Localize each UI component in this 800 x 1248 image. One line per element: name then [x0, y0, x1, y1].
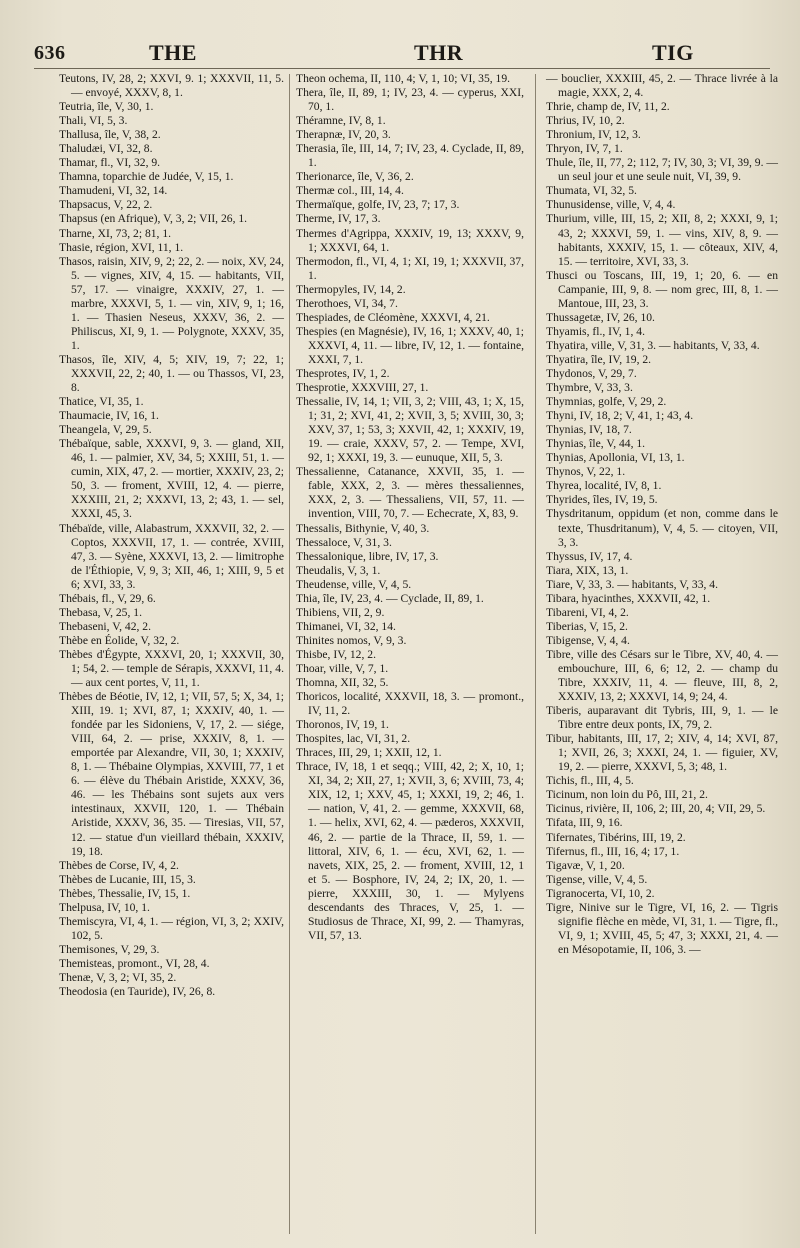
index-entry: Thessaloce, V, 31, 3. [296, 535, 392, 549]
index-entry: Therothoes, VI, 34, 7. [296, 296, 398, 310]
index-entry: Thali, VI, 5, 3. [59, 114, 128, 128]
index-entry: Tigre, Ninive sur le Tigre, VI, 16, 2. — Tigris signifie flèche en mède, VI, 31, 1. — Tigre, fl., VI, 9, 1; XVIII, 45, 5; 47, 3; XXXI, 21, 4. — en Mésopotamie, II, 106, 3. — [546, 900, 778, 956]
index-entry: Thébaïde, ville, Alabastrum, XXXVII, 32, 2. — Coptos, XXXVII, 17, 1. — contrée, XVIII, 47, 3. — Syène, XXXVI, 13, 2. — limitrophe de l'Éthiopie, V, 9, 3; XII, 46, 1; XIII, 9, 5 et 6; XVI, 33, 3. [59, 521, 284, 591]
index-entry: Thèbes, Thessalie, IV, 15, 1. [59, 886, 191, 900]
index-entry: Teutria, île, V, 30, 1. [59, 100, 154, 114]
index-entry: Tiberias, V, 15, 2. [546, 619, 628, 633]
index-entry: Tifernus, fl., III, 16, 4; 17, 1. [546, 844, 680, 858]
index-entry: Thermopyles, IV, 14, 2. [296, 282, 406, 296]
index-entry: Thesprotie, XXXVIII, 27, 1. [296, 381, 429, 395]
index-entry: Thatice, VI, 35, 1. [59, 395, 144, 409]
index-entry: Thisbe, IV, 12, 2. [296, 647, 376, 661]
index-entry: Therasia, île, III, 14, 7; IV, 23, 4. Cyclade, II, 89, 1. [296, 142, 524, 170]
index-entry: Thynias, IV, 18, 7. [546, 423, 632, 437]
index-entry: Tiare, V, 33, 3. — habitants, V, 33, 4. [546, 577, 718, 591]
index-entry: Tibareni, VI, 4, 2. [546, 605, 629, 619]
index-entry: Thapsacus, V, 22, 2. [59, 198, 153, 212]
index-entry: Thessalis, Bithynie, V, 40, 3. [296, 521, 430, 535]
index-column-left [59, 72, 284, 999]
index-entry: Thallusa, île, V, 38, 2. [59, 128, 161, 142]
index-entry: Ticinum, non loin du Pô, III, 21, 2. [546, 788, 708, 802]
index-entry: Thymbre, V, 33, 3. [546, 381, 633, 395]
index-entry: Thurium, ville, III, 15, 2; XII, 8, 2; XXXI, 9, 1; 43, 2; XXXVI, 59, 1. — vins, XIV, 8, 9. — habitants, XXXIV, 15, 1. — côteaux, XIV, 4, 15. — territoire, XVI, 33, 3. [546, 212, 778, 268]
index-entry: Thèbes de Corse, IV, 4, 2. [59, 858, 179, 872]
index-entry: Thebasa, V, 25, 1. [59, 605, 142, 619]
index-entry: Tichis, fl., III, 4, 5. [546, 774, 634, 788]
index-entry: Thumata, VI, 32, 5. [546, 184, 637, 198]
index-entry: Thibiens, VII, 2, 9. [296, 605, 385, 619]
running-head-right: TIG [652, 40, 694, 65]
index-entry: Tifata, III, 9, 16. [546, 816, 623, 830]
running-head-middle: THR [414, 40, 464, 65]
index-entry: Thelpusa, IV, 10, 1. [59, 900, 150, 914]
index-entry: Theon ochema, II, 110, 4; V, 1, 10; VI, 35, 19. [296, 72, 511, 85]
index-entry: Theodosia (en Tauride), IV, 26, 8. [59, 985, 216, 999]
index-entry: Thraces, III, 29, 1; XXII, 12, 1. [296, 746, 442, 760]
index-entry: Therionarce, île, V, 36, 2. [296, 170, 414, 184]
index-entry: Thasos, île, XIV, 4, 5; XIV, 19, 7; 22, 1; XXXVII, 22, 2; 40, 1. — ou Thassos, VI, 23, 8. [59, 352, 284, 395]
index-entry: Thyatira, île, IV, 19, 2. [546, 352, 652, 366]
column-divider [535, 74, 536, 1234]
index-entry: Thoricos, localité, XXXVII, 18, 3. — promont., IV, 11, 2. [296, 690, 524, 718]
index-entry: Thermæ col., III, 14, 4. [296, 184, 404, 198]
index-entry: Tiberis, auparavant dit Tybris, III, 9, 1. — le Tibre entre deux ponts, IX, 79, 2. [546, 704, 778, 732]
index-entry: Thinites nomos, V, 9, 3. [296, 633, 407, 647]
index-entry: Thamar, fl., VI, 32, 9. [59, 156, 161, 170]
index-entry: Theudense, ville, V, 4, 5. [296, 577, 412, 591]
index-entry: Thoar, ville, V, 7, 1. [296, 661, 389, 675]
column-divider [289, 74, 290, 1234]
index-column-middle [296, 72, 524, 943]
index-entry: Themiscyra, VI, 4, 1. — région, VI, 3, 2; XXIV, 102, 5. [59, 914, 284, 942]
index-entry: Thasie, région, XVI, 11, 1. [59, 240, 184, 254]
index-entry: Tigense, ville, V, 4, 5. [546, 872, 648, 886]
index-entry: Thermes d'Agrippa, XXXIV, 19, 13; XXXV, 9, 1; XXXVI, 64, 1. [296, 226, 524, 254]
index-entry: Thussagetæ, IV, 26, 10. [546, 310, 655, 324]
index-entry: Thébais, fl., V, 29, 6. [59, 591, 156, 605]
running-head-left: THE [149, 40, 197, 65]
index-entry: Tibre, ville des Césars sur le Tibre, XV, 40, 4. — embouchure, III, 6, 6; 12, 2. — champ du Tibre, XXXIV, 11, 4. — fleuve, III, 8, 2, XXXIV, 13, 2; XXXVI, 14, 9; 24, 4. [546, 647, 778, 704]
index-entry: Thespiades, de Cléomène, XXXVI, 4, 21. [296, 310, 490, 324]
index-entry: Thapsus (en Afrique), V, 3, 2; VII, 26, 1. [59, 212, 248, 226]
index-entry: Thenæ, V, 3, 2; VI, 35, 2. [59, 971, 177, 984]
index-entry: Thebaseni, V, 42, 2. [59, 619, 151, 633]
index-entry: Thesprotes, IV, 1, 2. [296, 366, 390, 380]
index-entry: Tigavæ, V, 1, 20. [546, 858, 625, 872]
index-entry: Tiara, XIX, 13, 1. [546, 563, 629, 577]
index-entry: Théramne, IV, 8, 1. [296, 114, 386, 128]
index-entry: Thyrea, localité, IV, 8, 1. [546, 479, 662, 493]
index-column-right [546, 72, 778, 957]
index-entry: Therapnæ, IV, 20, 3. [296, 128, 391, 142]
index-entry: Thusci ou Toscans, III, 19, 1; 20, 6. — en Campanie, III, 9, 8. — nom grec, III, 8, 1. — Mantoue, III, 23, 3. [546, 268, 778, 310]
index-entry: Thermaïque, golfe, IV, 23, 7; 17, 3. [296, 198, 460, 212]
header-rule [34, 68, 770, 69]
index-entry: Thera, île, II, 89, 1; IV, 23, 4. — cyperus, XXI, 70, 1. [296, 86, 524, 114]
index-entry: Thule, île, II, 77, 2; 112, 7; IV, 30, 3; VI, 39, 9. — un seul jour et une seule nuit, VI, 39, 9. [546, 156, 778, 184]
index-entry: Thyamis, fl., IV, 1, 4. [546, 324, 645, 338]
index-entry: Thébaïque, sable, XXXVI, 9, 3. — gland, XII, 46, 1. — palmier, XV, 34, 5; XXIII, 51, 1. — cumin, XIX, 47, 2. — mortier, XXXIV, 23, 2; 50, 3. — froment, XVIII, 12, 4. — pierre, XXXIII, 21, 2; XXXVI, 13, 2; 43, 1. — sel, XXXI, 45, 3. [59, 437, 284, 521]
index-entry: Thèbes d'Égypte, XXXVI, 20, 1; XXXVII, 30, 1; 54, 2. — temple de Sérapis, XXXVI, 11, 4. — aux cent portes, V, 11, 1. [59, 647, 284, 690]
index-entry: Thamudeni, VI, 32, 14. [59, 184, 168, 198]
index-entry: Thrie, champ de, IV, 11, 2. [546, 100, 670, 114]
index-entry: Theudalis, V, 3, 1. [296, 563, 381, 577]
index-entry: Thryon, IV, 7, 1. [546, 142, 623, 156]
index-entry: Thimanei, VI, 32, 14. [296, 619, 396, 633]
index-entry: Tibigense, V, 4, 4. [546, 633, 630, 647]
index-entry: Ticinus, rivière, II, 106, 2; III, 20, 4; VII, 29, 5. [546, 802, 766, 816]
index-entry: Thessalienne, Catanance, XXVII, 35, 1. — fable, XXX, 2, 3. — mères thessaliennes, XXX, 2, 3. — Thessaliens, VII, 57, 11. — invention, VIII, 70, 7. — Echecrate, X, 83, 9. [296, 465, 524, 521]
index-entry: Thermodon, fl., VI, 4, 1; XI, 19, 1; XXXVII, 37, 1. [296, 254, 524, 282]
index-entry: Themisones, V, 29, 3. [59, 942, 160, 956]
index-entry: Thysdritanum, oppidum (et non, comme dans le texte, Thusdritanum), V, 4, 5. — citoyen, VII, 3, 3. [546, 507, 778, 549]
index-entry: Thèbes de Lucanie, III, 15, 3. [59, 872, 196, 886]
index-entry: Thessalie, IV, 14, 1; VII, 3, 2; VIII, 43, 1; X, 15, 1; 31, 2; XVI, 41, 2; XVII, 3, 5; XVIII, 30, 3; XXV, 37, 1; 53, 3; XXVII, 42, 1; XXXIV, 19, 19. — craie, XXXV, 57, 2. — Tempe, XVI, 92, 1; XXXI, 19, 3. — eunuque, XII, 5, 3. [296, 395, 524, 465]
index-entry: Thaludæi, VI, 32, 8. [59, 142, 153, 156]
index-entry: — bouclier, XXXIII, 45, 2. — Thrace livrée à la magie, XXX, 2, 4. [546, 72, 778, 100]
index-entry: Thoronos, IV, 19, 1. [296, 718, 389, 732]
page-number: 636 [34, 42, 66, 64]
index-entry: Thymnias, golfe, V, 29, 2. [546, 395, 667, 409]
index-entry: Thyatira, ville, V, 31, 3. — habitants, V, 33, 4. [546, 338, 760, 352]
index-entry: Thessalonique, libre, IV, 17, 3. [296, 549, 439, 563]
index-entry: Thrace, IV, 18, 1 et seqq.; VIII, 42, 2; X, 10, 1; XI, 34, 2; XII, 27, 1; XVII, 3, 6; XVIII, 73, 4; XIX, 12, 1; XXV, 45, 1; XXXI, 19, 2; 46, 1. — nation, V, 41, 2. — gemme, XXXVII, 68, 1. — helix, XVI, 62, 4. — pæderos, XXXVII, 46, 2. — partie de la Thrace, II, 59, 1. — littoral, XIV, 6, 1. — écu, XVI, 62, 1. — navets, XIX, 25, 2. — froment, XVIII, 12, 1 et 5. — Bosphore, IV, 24, 2; IX, 20, 1. — pierre, XXXIII, 30, 1. — Mylyens descendants des Thraces, V, 25, 1. — Studiosus de Thrace, XI, 99, 2. — Thamyras, VII, 57, 13. [296, 760, 524, 942]
index-entry: Thyni, IV, 18, 2; V, 41, 1; 43, 4. [546, 409, 694, 423]
index-entry: Thèbes de Béotie, IV, 12, 1; VII, 57, 5; X, 34, 1; XIII, 19. 1; XVI, 87, 1; XXXIV, 40, 1. — fondée par les Sidoniens, V, 17, 2. — siége, VIII, 64, 2. — prise, XXXIV, 8, 1. — emportée par Alexandre, VII, 30, 1; XXXIV, 8, 1. — Thébaine Olympias, XXVIII, 77, 1 et 6. — élève du Thébain Aristide, XXXV, 36, 46. — les Thébains sont sujets aux vers intestinaux, XXVII, 120, 1. — Thébain Aristide, XXXV, 36, 35. — Tiresias, VII, 57, 12. — statue d'un vieillard thébain, XXXIV, 19, 18. [59, 690, 284, 858]
index-entry: Thronium, IV, 12, 3. [546, 128, 641, 142]
index-entry: Thynos, V, 22, 1. [546, 465, 626, 479]
index-entry: Tigranocerta, VI, 10, 2. [546, 886, 655, 900]
index-entry: Thospites, lac, VI, 31, 2. [296, 732, 411, 746]
index-entry: Thydonos, V, 29, 7. [546, 366, 637, 380]
index-entry: Theangela, V, 29, 5. [59, 423, 152, 437]
index-entry: Thyrides, îles, IV, 19, 5. [546, 493, 658, 507]
index-entry: Themisteas, promont., VI, 28, 4. [59, 956, 210, 970]
index-entry: Thrius, IV, 10, 2. [546, 114, 625, 128]
index-entry: Thomna, XII, 32, 5. [296, 676, 389, 690]
page-header [34, 40, 760, 70]
index-entry: Thasos, raisin, XIV, 9, 2; 22, 2. — noix, XV, 24, 5. — vignes, XIV, 4, 15. — habitants, VII, 57, 17. — vinaigre, XXXIV, 27, 1. — marbre, XXXVI, 5, 1. — vin, XIV, 9, 1; 16, 1. — Thasien Neseus, XXXV, 36, 2. — Philiscus, XI, 9, 1. — Polygnote, XXXV, 35, 1. [59, 254, 284, 352]
index-entry: Thynias, île, V, 44, 1. [546, 437, 646, 451]
index-entry: Thunusidense, ville, V, 4, 4. [546, 198, 676, 212]
index-entry: Tifernates, Tibérins, III, 19, 2. [546, 830, 686, 844]
index-entry: Thia, île, IV, 23, 4. — Cyclade, II, 89, 1. [296, 591, 484, 605]
index-entry: Teutons, IV, 28, 2; XXVI, 9. 1; XXXVII, 11, 5. — envoyé, XXXV, 8, 1. [59, 72, 284, 100]
index-entry: Thespies (en Magnésie), IV, 16, 1; XXXV, 40, 1; XXXVI, 4, 11. — libre, IV, 12, 1. — fontaine, XXXI, 7, 1. [296, 324, 524, 366]
index-entry: Tibara, hyacinthes, XXXVII, 42, 1. [546, 591, 711, 605]
index-entry: Thamna, toparchie de Judée, V, 15, 1. [59, 170, 234, 184]
index-entry: Thèbe en Éolide, V, 32, 2. [59, 633, 180, 647]
index-entry: Thynias, Apollonia, VI, 13, 1. [546, 451, 685, 465]
index-entry: Thyssus, IV, 17, 4. [546, 549, 633, 563]
index-entry: Tharne, XI, 73, 2; 81, 1. [59, 226, 172, 240]
index-entry: Tibur, habitants, III, 17, 2; XIV, 4, 14; XVI, 87, 1; XVII, 26, 3; XXXI, 24, 1. — figuier, XV, 19, 2. — pierre, XXXVI, 5, 3; 48, 1. [546, 732, 778, 774]
index-entry: Thaumacie, IV, 16, 1. [59, 409, 159, 423]
index-entry: Therme, IV, 17, 3. [296, 212, 381, 226]
